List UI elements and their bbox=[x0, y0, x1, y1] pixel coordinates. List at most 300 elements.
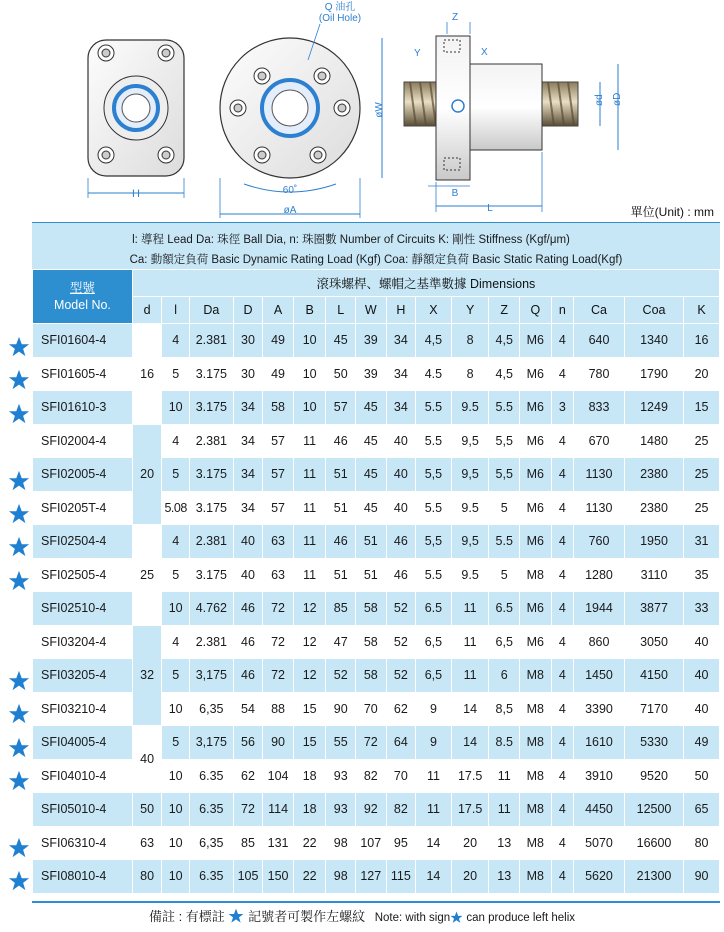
cell-n: 4 bbox=[551, 525, 573, 559]
dim-z-label: Z bbox=[452, 12, 459, 23]
cell-x: 4.5 bbox=[416, 357, 452, 391]
cell-d: 34 bbox=[233, 458, 263, 492]
cell-q: M6 bbox=[520, 458, 552, 492]
cell-w: 45 bbox=[356, 458, 387, 492]
legend-box bbox=[32, 222, 720, 270]
cell-da: 2.381 bbox=[189, 424, 233, 458]
cell-d: 34 bbox=[233, 391, 263, 425]
cell-a: 88 bbox=[263, 692, 294, 726]
oil-hole-label: Q 油孔 bbox=[324, 2, 356, 13]
cell-n: 4 bbox=[551, 558, 573, 592]
cell-d: 46 bbox=[233, 625, 263, 659]
cell-n: 4 bbox=[551, 357, 573, 391]
cell-n: 4 bbox=[551, 793, 573, 827]
cell-l: 4 bbox=[162, 324, 190, 358]
cell-l: 98 bbox=[326, 826, 356, 860]
column-header-b: B bbox=[293, 297, 326, 324]
cell-x: 5,5 bbox=[416, 525, 452, 559]
cell-n: 4 bbox=[551, 759, 573, 793]
cell-ca: 1130 bbox=[574, 458, 625, 492]
cell-l: 52 bbox=[326, 659, 356, 693]
cell-ca: 5620 bbox=[574, 860, 625, 894]
cell-da: 6,35 bbox=[189, 826, 233, 860]
cell-l: 5 bbox=[162, 458, 190, 492]
table-row bbox=[33, 793, 720, 827]
cell-a: 57 bbox=[263, 458, 294, 492]
cell-w: 92 bbox=[356, 793, 387, 827]
left-helix-star-icon bbox=[8, 670, 30, 692]
table-row bbox=[33, 424, 720, 458]
cell-q: M6 bbox=[520, 525, 552, 559]
cell-da: 2.381 bbox=[189, 625, 233, 659]
footer-note-en-prefix: Note: with sign bbox=[374, 912, 451, 924]
dim-y-label: Y bbox=[414, 48, 421, 59]
cell-b: 11 bbox=[293, 424, 326, 458]
nut-side-view bbox=[404, 12, 623, 214]
cell-y: 14 bbox=[451, 726, 489, 760]
cell-l: 51 bbox=[326, 458, 356, 492]
cell-n: 4 bbox=[551, 592, 573, 626]
cell-k: 33 bbox=[684, 592, 720, 626]
cell-k: 49 bbox=[684, 726, 720, 760]
cell-a: 63 bbox=[263, 558, 294, 592]
cell-x: 5.5 bbox=[416, 391, 452, 425]
cell-ca: 3910 bbox=[574, 759, 625, 793]
cell-h: 40 bbox=[386, 491, 416, 525]
cell-l: 5 bbox=[162, 659, 190, 693]
cell-x: 14 bbox=[416, 860, 452, 894]
cell-h: 34 bbox=[386, 324, 416, 358]
cell-coa: 21300 bbox=[624, 860, 683, 894]
cell-b: 10 bbox=[293, 357, 326, 391]
cell-d: 105 bbox=[233, 860, 263, 894]
cell-q: M6 bbox=[520, 324, 552, 358]
cell-coa: 1249 bbox=[624, 391, 683, 425]
cell-l: 93 bbox=[326, 793, 356, 827]
left-helix-star-icon bbox=[8, 470, 30, 492]
cell-q: M6 bbox=[520, 357, 552, 391]
cell-l: 51 bbox=[326, 558, 356, 592]
cell-coa: 2380 bbox=[624, 458, 683, 492]
column-header-h: H bbox=[386, 297, 416, 324]
cell-z: 5.5 bbox=[489, 391, 520, 425]
cell-coa: 1480 bbox=[624, 424, 683, 458]
cell-l: 47 bbox=[326, 625, 356, 659]
cell-da: 3,175 bbox=[189, 726, 233, 760]
cell-z: 5 bbox=[489, 558, 520, 592]
cell-b: 11 bbox=[293, 491, 326, 525]
cell-l: 93 bbox=[326, 759, 356, 793]
cell-z: 5.5 bbox=[489, 525, 520, 559]
screw-diameter-cell: 40 bbox=[132, 726, 162, 793]
cell-z: 6.5 bbox=[489, 592, 520, 626]
cell-coa: 3877 bbox=[624, 592, 683, 626]
cell-w: 58 bbox=[356, 592, 387, 626]
cell-n: 4 bbox=[551, 860, 573, 894]
screw-diameter-cell: 63 bbox=[132, 826, 162, 860]
cell-y: 20 bbox=[451, 860, 489, 894]
cell-y: 9.5 bbox=[451, 391, 489, 425]
column-header-l: L bbox=[326, 297, 356, 324]
cell-h: 115 bbox=[386, 860, 416, 894]
cell-d: 46 bbox=[233, 592, 263, 626]
model-cell: SFI03210-4 bbox=[33, 692, 133, 726]
cell-k: 50 bbox=[684, 759, 720, 793]
cell-w: 39 bbox=[356, 357, 387, 391]
table-row bbox=[33, 525, 720, 559]
model-cell: SFI01605-4 bbox=[33, 357, 133, 391]
cell-d: 46 bbox=[233, 659, 263, 693]
cell-b: 10 bbox=[293, 324, 326, 358]
cell-k: 31 bbox=[684, 525, 720, 559]
cell-da: 6,35 bbox=[189, 692, 233, 726]
cell-h: 62 bbox=[386, 692, 416, 726]
cell-d: 34 bbox=[233, 424, 263, 458]
cell-y: 9,5 bbox=[451, 424, 489, 458]
cell-x: 6.5 bbox=[416, 592, 452, 626]
cell-q: M8 bbox=[520, 659, 552, 693]
cell-z: 5 bbox=[489, 491, 520, 525]
cell-z: 13 bbox=[489, 860, 520, 894]
cell-ca: 1130 bbox=[574, 491, 625, 525]
cell-l: 50 bbox=[326, 357, 356, 391]
column-header-y: Y bbox=[451, 297, 489, 324]
unit-label: 單位(Unit) : mm bbox=[630, 205, 714, 219]
cell-l: 5 bbox=[162, 558, 190, 592]
cell-n: 4 bbox=[551, 324, 573, 358]
cell-l: 98 bbox=[326, 860, 356, 894]
cell-n: 4 bbox=[551, 826, 573, 860]
cell-k: 35 bbox=[684, 558, 720, 592]
column-header-w: W bbox=[356, 297, 387, 324]
column-header-d: d bbox=[132, 297, 162, 324]
cell-l: 45 bbox=[326, 324, 356, 358]
dim-l-label: L bbox=[487, 203, 493, 214]
cell-k: 90 bbox=[684, 860, 720, 894]
table-row bbox=[33, 726, 720, 760]
cell-ca: 4450 bbox=[574, 793, 625, 827]
left-helix-star-icon bbox=[8, 336, 30, 358]
column-header-l: l bbox=[162, 297, 190, 324]
cell-x: 9 bbox=[416, 726, 452, 760]
left-helix-star-icon bbox=[8, 403, 30, 425]
table-row bbox=[33, 324, 720, 358]
model-cell: SFI02005-4 bbox=[33, 458, 133, 492]
legend-line-2: Ca: 動額定負荷 Basic Dynamic Rating Load (Kgf) Coa: 靜額定負荷 Basic Static Rating Load(Kgf) bbox=[129, 254, 623, 266]
dim-b-label: B bbox=[451, 188, 459, 199]
model-cell: SFI0205T-4 bbox=[33, 491, 133, 525]
dim-h-label: H bbox=[132, 188, 140, 200]
cell-z: 4,5 bbox=[489, 357, 520, 391]
cell-coa: 7170 bbox=[624, 692, 683, 726]
cell-a: 58 bbox=[263, 391, 294, 425]
cell-l: 4 bbox=[162, 424, 190, 458]
cell-w: 45 bbox=[356, 491, 387, 525]
cell-x: 11 bbox=[416, 793, 452, 827]
cell-y: 8 bbox=[451, 324, 489, 358]
cell-x: 4,5 bbox=[416, 324, 452, 358]
cell-w: 58 bbox=[356, 659, 387, 693]
cell-d: 40 bbox=[233, 558, 263, 592]
cell-y: 14 bbox=[451, 692, 489, 726]
cell-l: 10 bbox=[162, 793, 190, 827]
ball-nut-drawings bbox=[0, 0, 724, 222]
left-helix-star-icon bbox=[8, 703, 30, 725]
cell-q: M6 bbox=[520, 391, 552, 425]
cell-l: 10 bbox=[162, 592, 190, 626]
cell-d: 30 bbox=[233, 324, 263, 358]
column-header-da: Da bbox=[189, 297, 233, 324]
cell-da: 2.381 bbox=[189, 324, 233, 358]
cell-q: M8 bbox=[520, 726, 552, 760]
column-header-z: Z bbox=[489, 297, 520, 324]
footer-note bbox=[0, 906, 724, 925]
cell-y: 9,5 bbox=[451, 458, 489, 492]
cell-l: 51 bbox=[326, 491, 356, 525]
cell-h: 40 bbox=[386, 458, 416, 492]
cell-n: 4 bbox=[551, 458, 573, 492]
cell-b: 15 bbox=[293, 726, 326, 760]
cell-w: 82 bbox=[356, 759, 387, 793]
column-header-d: D bbox=[233, 297, 263, 324]
cell-y: 8 bbox=[451, 357, 489, 391]
cell-b: 22 bbox=[293, 826, 326, 860]
cell-l: 46 bbox=[326, 525, 356, 559]
cell-d: 34 bbox=[233, 491, 263, 525]
left-helix-star-icon bbox=[8, 870, 30, 892]
cell-x: 6,5 bbox=[416, 625, 452, 659]
cell-k: 25 bbox=[684, 424, 720, 458]
cell-x: 14 bbox=[416, 826, 452, 860]
footer-note-en-suffix: can produce left helix bbox=[466, 912, 576, 924]
star-icon bbox=[228, 908, 244, 924]
screw-diameter-cell: 80 bbox=[132, 860, 162, 894]
cell-q: M6 bbox=[520, 625, 552, 659]
column-header-n: n bbox=[551, 297, 573, 324]
dim-phid-outer-label: øD bbox=[612, 92, 623, 106]
cell-h: 95 bbox=[386, 826, 416, 860]
cell-q: M8 bbox=[520, 759, 552, 793]
cell-a: 57 bbox=[263, 424, 294, 458]
cell-a: 49 bbox=[263, 324, 294, 358]
cell-d: 62 bbox=[233, 759, 263, 793]
table-row bbox=[33, 860, 720, 894]
cell-da: 6.35 bbox=[189, 860, 233, 894]
cell-a: 63 bbox=[263, 525, 294, 559]
cell-ca: 3390 bbox=[574, 692, 625, 726]
cell-a: 131 bbox=[263, 826, 294, 860]
cell-ca: 1610 bbox=[574, 726, 625, 760]
cell-b: 15 bbox=[293, 692, 326, 726]
cell-x: 9 bbox=[416, 692, 452, 726]
cell-x: 5.5 bbox=[416, 491, 452, 525]
cell-a: 104 bbox=[263, 759, 294, 793]
cell-y: 11 bbox=[451, 625, 489, 659]
cell-da: 6.35 bbox=[189, 793, 233, 827]
cell-q: M8 bbox=[520, 860, 552, 894]
column-header-a: A bbox=[263, 297, 294, 324]
model-cell: SFI06310-4 bbox=[33, 826, 133, 860]
cell-y: 9,5 bbox=[451, 525, 489, 559]
model-cell: SFI05010-4 bbox=[33, 793, 133, 827]
cell-w: 51 bbox=[356, 525, 387, 559]
cell-coa: 1950 bbox=[624, 525, 683, 559]
cell-b: 10 bbox=[293, 391, 326, 425]
cell-da: 3.175 bbox=[189, 558, 233, 592]
column-header-ca: Ca bbox=[574, 297, 625, 324]
screw-diameter-cell: 20 bbox=[132, 424, 162, 525]
table-row bbox=[33, 625, 720, 659]
screw-diameter-cell: 50 bbox=[132, 793, 162, 827]
model-cell: SFI03204-4 bbox=[33, 625, 133, 659]
cell-ca: 780 bbox=[574, 357, 625, 391]
cell-l: 10 bbox=[162, 391, 190, 425]
cell-z: 6 bbox=[489, 659, 520, 693]
cell-l: 10 bbox=[162, 860, 190, 894]
cell-w: 45 bbox=[356, 391, 387, 425]
cell-h: 34 bbox=[386, 391, 416, 425]
cell-x: 5,5 bbox=[416, 458, 452, 492]
cell-coa: 3050 bbox=[624, 625, 683, 659]
cell-b: 12 bbox=[293, 659, 326, 693]
cell-coa: 5330 bbox=[624, 726, 683, 760]
cell-z: 8.5 bbox=[489, 726, 520, 760]
cell-da: 3.175 bbox=[189, 357, 233, 391]
cell-w: 70 bbox=[356, 692, 387, 726]
cell-w: 39 bbox=[356, 324, 387, 358]
cell-d: 30 bbox=[233, 357, 263, 391]
cell-b: 11 bbox=[293, 558, 326, 592]
model-cell: SFI04005-4 bbox=[33, 726, 133, 760]
footer-note-zh-prefix: 備註 : 有標註 bbox=[148, 909, 225, 924]
cell-k: 65 bbox=[684, 793, 720, 827]
cell-a: 72 bbox=[263, 625, 294, 659]
cell-b: 11 bbox=[293, 525, 326, 559]
cell-x: 5.5 bbox=[416, 424, 452, 458]
cell-w: 45 bbox=[356, 424, 387, 458]
model-cell: SFI02505-4 bbox=[33, 558, 133, 592]
cell-w: 72 bbox=[356, 726, 387, 760]
screw-diameter-cell: 16 bbox=[132, 324, 162, 425]
cell-z: 4,5 bbox=[489, 324, 520, 358]
cell-q: M6 bbox=[520, 424, 552, 458]
model-header bbox=[33, 270, 133, 324]
cell-ca: 833 bbox=[574, 391, 625, 425]
left-helix-star-icon bbox=[8, 737, 30, 759]
cell-l: 10 bbox=[162, 692, 190, 726]
cell-h: 70 bbox=[386, 759, 416, 793]
model-cell: SFI01604-4 bbox=[33, 324, 133, 358]
cell-coa: 9520 bbox=[624, 759, 683, 793]
cell-h: 52 bbox=[386, 659, 416, 693]
cell-k: 15 bbox=[684, 391, 720, 425]
cell-l: 10 bbox=[162, 759, 190, 793]
cell-coa: 12500 bbox=[624, 793, 683, 827]
left-helix-star-icon bbox=[8, 570, 30, 592]
cell-h: 46 bbox=[386, 525, 416, 559]
cell-coa: 1340 bbox=[624, 324, 683, 358]
column-header-coa: Coa bbox=[624, 297, 683, 324]
dimension-table bbox=[32, 269, 720, 894]
cell-l: 85 bbox=[326, 592, 356, 626]
screw-diameter-cell: 32 bbox=[132, 625, 162, 726]
cell-q: M8 bbox=[520, 692, 552, 726]
cell-a: 114 bbox=[263, 793, 294, 827]
cell-b: 22 bbox=[293, 860, 326, 894]
cell-b: 12 bbox=[293, 625, 326, 659]
model-cell: SFI08010-4 bbox=[33, 860, 133, 894]
left-helix-star-icon bbox=[8, 837, 30, 859]
cell-z: 6,5 bbox=[489, 625, 520, 659]
model-cell: SFI02510-4 bbox=[33, 592, 133, 626]
cell-b: 18 bbox=[293, 759, 326, 793]
cell-l: 5 bbox=[162, 726, 190, 760]
cell-n: 4 bbox=[551, 659, 573, 693]
cell-q: M6 bbox=[520, 491, 552, 525]
cell-ca: 5070 bbox=[574, 826, 625, 860]
cell-coa: 3110 bbox=[624, 558, 683, 592]
cell-da: 3,175 bbox=[189, 659, 233, 693]
table-body bbox=[33, 324, 720, 894]
cell-l: 46 bbox=[326, 424, 356, 458]
model-cell: SFI01610-3 bbox=[33, 391, 133, 425]
cell-w: 51 bbox=[356, 558, 387, 592]
cell-b: 12 bbox=[293, 592, 326, 626]
cell-z: 5,5 bbox=[489, 458, 520, 492]
cell-z: 8,5 bbox=[489, 692, 520, 726]
cell-n: 4 bbox=[551, 424, 573, 458]
cell-y: 17.5 bbox=[451, 793, 489, 827]
cell-l: 55 bbox=[326, 726, 356, 760]
cell-k: 25 bbox=[684, 491, 720, 525]
cell-k: 40 bbox=[684, 625, 720, 659]
cell-n: 4 bbox=[551, 692, 573, 726]
cell-h: 34 bbox=[386, 357, 416, 391]
table-row bbox=[33, 826, 720, 860]
cell-n: 4 bbox=[551, 491, 573, 525]
footer-note-zh-suffix: 記號者可製作左螺紋 bbox=[248, 909, 366, 924]
cell-n: 4 bbox=[551, 625, 573, 659]
cell-a: 72 bbox=[263, 659, 294, 693]
oil-hole-label-en: (Oil Hole) bbox=[318, 13, 362, 24]
cell-ca: 860 bbox=[574, 625, 625, 659]
model-header-zh: 型號 bbox=[69, 280, 95, 295]
dimensions-header: 滾珠螺桿、螺帽之基準數據 Dimensions bbox=[132, 270, 719, 297]
cell-coa: 2380 bbox=[624, 491, 683, 525]
cell-q: M6 bbox=[520, 592, 552, 626]
column-header-x: X bbox=[416, 297, 452, 324]
cell-k: 80 bbox=[684, 826, 720, 860]
cell-a: 90 bbox=[263, 726, 294, 760]
cell-h: 82 bbox=[386, 793, 416, 827]
square-flange-view bbox=[88, 40, 184, 200]
cell-da: 3.175 bbox=[189, 458, 233, 492]
left-helix-star-column bbox=[8, 331, 30, 899]
cell-h: 64 bbox=[386, 726, 416, 760]
dim-phid-label: ød bbox=[594, 94, 605, 106]
column-header-q: Q bbox=[520, 297, 552, 324]
left-helix-star-icon bbox=[8, 503, 30, 525]
cell-z: 13 bbox=[489, 826, 520, 860]
cell-da: 3.175 bbox=[189, 391, 233, 425]
cell-da: 4.762 bbox=[189, 592, 233, 626]
cell-b: 18 bbox=[293, 793, 326, 827]
cell-ca: 760 bbox=[574, 525, 625, 559]
legend-line-1: l: 導程 Lead Da: 珠徑 Ball Dia, n: 珠圈數 Number of Circuits K: 剛性 Stiffness (Kgf/μm) bbox=[132, 234, 570, 246]
cell-y: 11 bbox=[451, 659, 489, 693]
model-cell: SFI02004-4 bbox=[33, 424, 133, 458]
cell-z: 5,5 bbox=[489, 424, 520, 458]
